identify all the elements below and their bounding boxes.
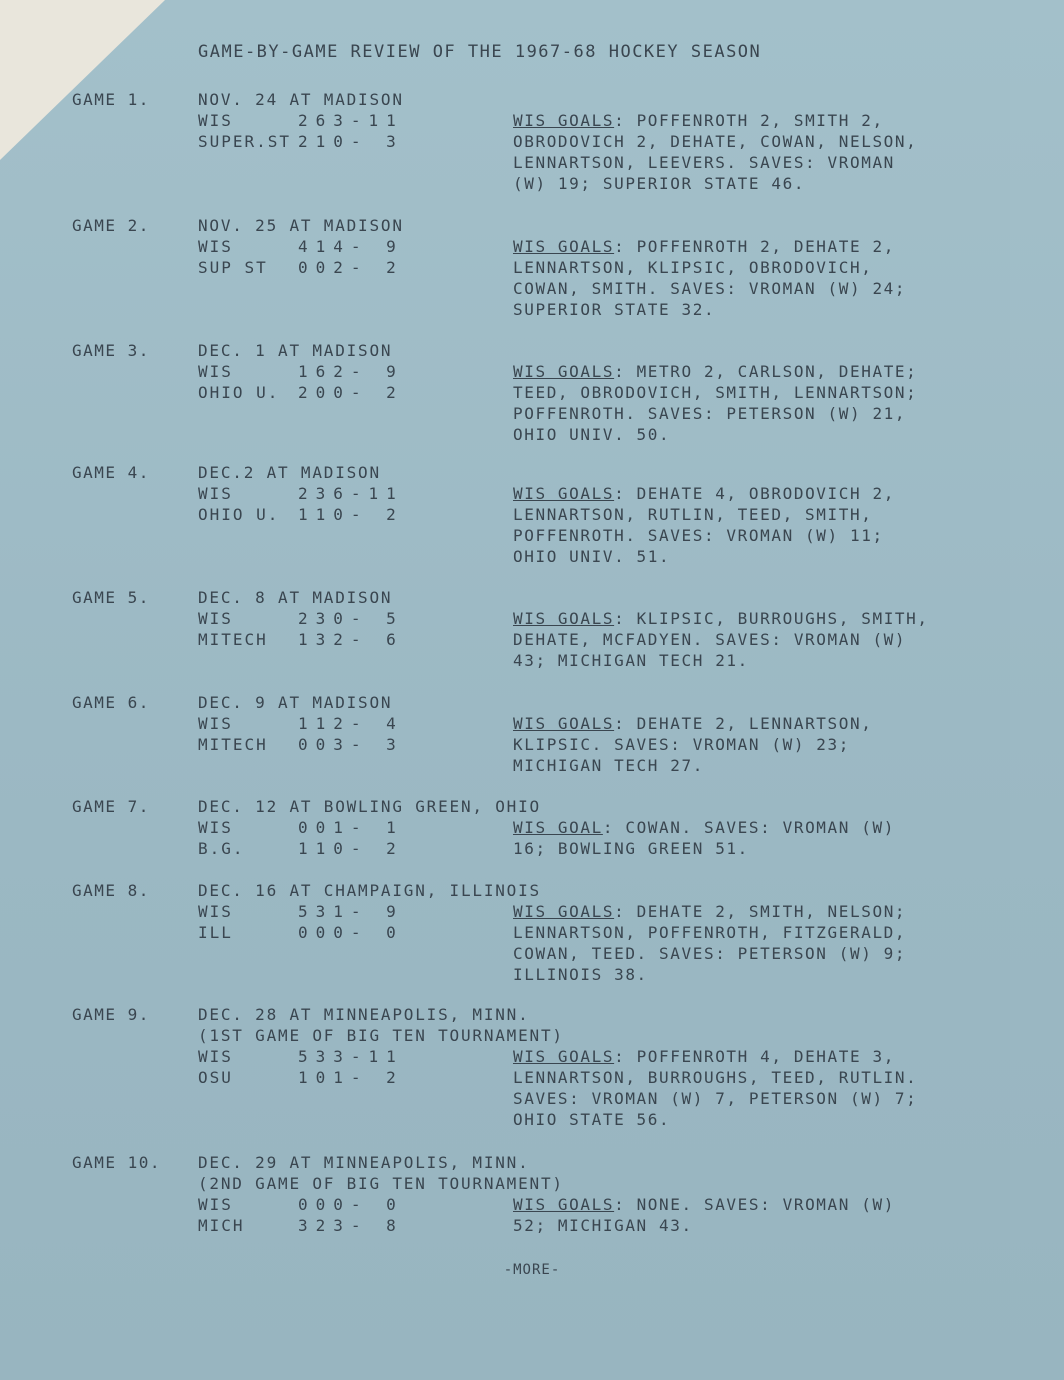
- note-line: WIS GOALS: POFFENROTH 2, DEHATE 2,: [513, 237, 895, 256]
- note-line: OHIO UNIV. 50.: [513, 425, 671, 444]
- note-line: POFFENROTH. SAVES: PETERSON (W) 21,: [513, 404, 907, 423]
- score-value: 210- 3: [298, 132, 404, 151]
- score-value: 236-11: [298, 484, 404, 503]
- score-value: 230- 5: [298, 609, 404, 628]
- score-value: 002- 2: [298, 258, 404, 277]
- game-header: NOV. 25 AT MADISON: [198, 216, 404, 235]
- goals-label: WIS GOALS: [513, 1047, 615, 1066]
- game-notes: [513, 902, 983, 986]
- note-line: OHIO UNIV. 51.: [513, 547, 671, 566]
- score-value: 533-11: [298, 1047, 404, 1066]
- team-name: WIS: [198, 902, 233, 921]
- game-header: DEC.2 AT MADISON: [198, 463, 381, 482]
- team-name: WIS: [198, 714, 233, 733]
- note-line: SUPERIOR STATE 32.: [513, 300, 716, 319]
- note-line: KLIPSIC. SAVES: VROMAN (W) 23;: [513, 735, 850, 754]
- team-name: MITECH: [198, 735, 268, 754]
- team-name: MITECH: [198, 630, 268, 649]
- score-value: 110- 2: [298, 839, 404, 858]
- team-name: SUP ST: [198, 258, 268, 277]
- score-value: 263-11: [298, 111, 404, 130]
- note-line: LENNARTSON, POFFENROTH, FITZGERALD,: [513, 923, 907, 942]
- goals-label: WIS GOALS: [513, 484, 615, 503]
- game-header: DEC. 12 AT BOWLING GREEN, OHIO: [198, 797, 541, 816]
- team-name: WIS: [198, 111, 233, 130]
- note-line: 43; MICHIGAN TECH 21.: [513, 651, 749, 670]
- score-value: 112- 4: [298, 714, 404, 733]
- team-name: WIS: [198, 818, 233, 837]
- game-subheader: (2ND GAME OF BIG TEN TOURNAMENT): [198, 1174, 564, 1193]
- game-notes: [513, 237, 983, 321]
- game-label: GAME 4.: [72, 463, 150, 482]
- game-header: DEC. 29 AT MINNEAPOLIS, MINN.: [198, 1153, 530, 1172]
- team-name: OHIO U.: [198, 505, 280, 524]
- game-label: GAME 7.: [72, 797, 150, 816]
- note-line: WIS GOAL: COWAN. SAVES: VROMAN (W): [513, 818, 895, 837]
- game-label: GAME 5.: [72, 588, 150, 607]
- note-line: POFFENROTH. SAVES: VROMAN (W) 11;: [513, 526, 884, 545]
- note-line: MICHIGAN TECH 27.: [513, 756, 704, 775]
- score-value: 000- 0: [298, 923, 404, 942]
- game-header: DEC. 9 AT MADISON: [198, 693, 393, 712]
- note-line: (W) 19; SUPERIOR STATE 46.: [513, 174, 806, 193]
- game-notes: [513, 362, 983, 446]
- note-line: WIS GOALS: DEHATE 2, SMITH, NELSON;: [513, 902, 907, 921]
- score-value: 323- 8: [298, 1216, 404, 1235]
- game-notes: [513, 818, 983, 860]
- goals-label: WIS GOALS: [513, 237, 615, 256]
- note-line: WIS GOALS: POFFENROTH 2, SMITH 2,: [513, 111, 884, 130]
- team-name: SUPER.ST: [198, 132, 292, 151]
- team-name: ILL: [198, 923, 233, 942]
- game-label: GAME 2.: [72, 216, 150, 235]
- score-value: 110- 2: [298, 505, 404, 524]
- goals-label: WIS GOALS: [513, 362, 615, 381]
- score-value: 200- 2: [298, 383, 404, 402]
- goals-label: WIS GOALS: [513, 1195, 615, 1214]
- score-value: 531- 9: [298, 902, 404, 921]
- note-line: WIS GOALS: DEHATE 2, LENNARTSON,: [513, 714, 873, 733]
- score-value: 162- 9: [298, 362, 404, 381]
- score-value: 000- 0: [298, 1195, 404, 1214]
- score-value: 101- 2: [298, 1068, 404, 1087]
- note-line: LENNARTSON, KLIPSIC, OBRODOVICH,: [513, 258, 873, 277]
- game-header: DEC. 8 AT MADISON: [198, 588, 393, 607]
- note-line: 16; BOWLING GREEN 51.: [513, 839, 749, 858]
- goals-label: WIS GOAL: [513, 818, 603, 837]
- team-name: WIS: [198, 609, 233, 628]
- note-line: WIS GOALS: POFFENROTH 4, DEHATE 3,: [513, 1047, 895, 1066]
- game-subheader: (1ST GAME OF BIG TEN TOURNAMENT): [198, 1026, 564, 1045]
- note-line: TEED, OBRODOVICH, SMITH, LENNARTSON;: [513, 383, 918, 402]
- page-title: GAME-BY-GAME REVIEW OF THE 1967-68 HOCKEY SEASON: [198, 42, 762, 62]
- game-header: NOV. 24 AT MADISON: [198, 90, 404, 109]
- game-label: GAME 10.: [72, 1153, 162, 1172]
- game-label: GAME 1.: [72, 90, 150, 109]
- game-header: DEC. 16 AT CHAMPAIGN, ILLINOIS: [198, 881, 541, 900]
- team-name: OSU: [198, 1068, 233, 1087]
- game-label: GAME 8.: [72, 881, 150, 900]
- game-label: GAME 6.: [72, 693, 150, 712]
- game-header: DEC. 1 AT MADISON: [198, 341, 393, 360]
- team-name: OHIO U.: [198, 383, 280, 402]
- note-line: OHIO STATE 56.: [513, 1110, 671, 1129]
- note-line: WIS GOALS: DEHATE 4, OBRODOVICH 2,: [513, 484, 895, 503]
- game-notes: [513, 1195, 983, 1237]
- note-line: DEHATE, MCFADYEN. SAVES: VROMAN (W): [513, 630, 907, 649]
- goals-label: WIS GOALS: [513, 714, 615, 733]
- team-name: WIS: [198, 237, 233, 256]
- game-notes: [513, 609, 983, 672]
- note-line: 52; MICHIGAN 43.: [513, 1216, 693, 1235]
- team-name: MICH: [198, 1216, 245, 1235]
- game-notes: [513, 484, 983, 568]
- goals-label: WIS GOALS: [513, 902, 615, 921]
- note-line: WIS GOALS: KLIPSIC, BURROUGHS, SMITH,: [513, 609, 929, 628]
- score-value: 414- 9: [298, 237, 404, 256]
- goals-label: WIS GOALS: [513, 111, 615, 130]
- note-line: COWAN, TEED. SAVES: PETERSON (W) 9;: [513, 944, 907, 963]
- note-line: LENNARTSON, BURROUGHS, TEED, RUTLIN.: [513, 1068, 918, 1087]
- game-label: GAME 9.: [72, 1005, 150, 1024]
- team-name: WIS: [198, 484, 233, 503]
- game-notes: [513, 1047, 983, 1131]
- team-name: WIS: [198, 1047, 233, 1066]
- game-notes: [513, 714, 983, 777]
- note-line: LENNARTSON, LEEVERS. SAVES: VROMAN: [513, 153, 895, 172]
- score-value: 132- 6: [298, 630, 404, 649]
- team-name: WIS: [198, 362, 233, 381]
- score-value: 001- 1: [298, 818, 404, 837]
- note-line: LENNARTSON, RUTLIN, TEED, SMITH,: [513, 505, 873, 524]
- game-notes: [513, 111, 983, 195]
- note-line: COWAN, SMITH. SAVES: VROMAN (W) 24;: [513, 279, 907, 298]
- more-footer: -MORE-: [503, 1262, 561, 1278]
- team-name: WIS: [198, 1195, 233, 1214]
- score-value: 003- 3: [298, 735, 404, 754]
- goals-label: WIS GOALS: [513, 609, 615, 628]
- note-line: WIS GOALS: NONE. SAVES: VROMAN (W): [513, 1195, 895, 1214]
- game-header: DEC. 28 AT MINNEAPOLIS, MINN.: [198, 1005, 530, 1024]
- note-line: SAVES: VROMAN (W) 7, PETERSON (W) 7;: [513, 1089, 918, 1108]
- note-line: ILLINOIS 38.: [513, 965, 648, 984]
- game-label: GAME 3.: [72, 341, 150, 360]
- note-line: OBRODOVICH 2, DEHATE, COWAN, NELSON,: [513, 132, 918, 151]
- team-name: B.G.: [198, 839, 245, 858]
- note-line: WIS GOALS: METRO 2, CARLSON, DEHATE;: [513, 362, 918, 381]
